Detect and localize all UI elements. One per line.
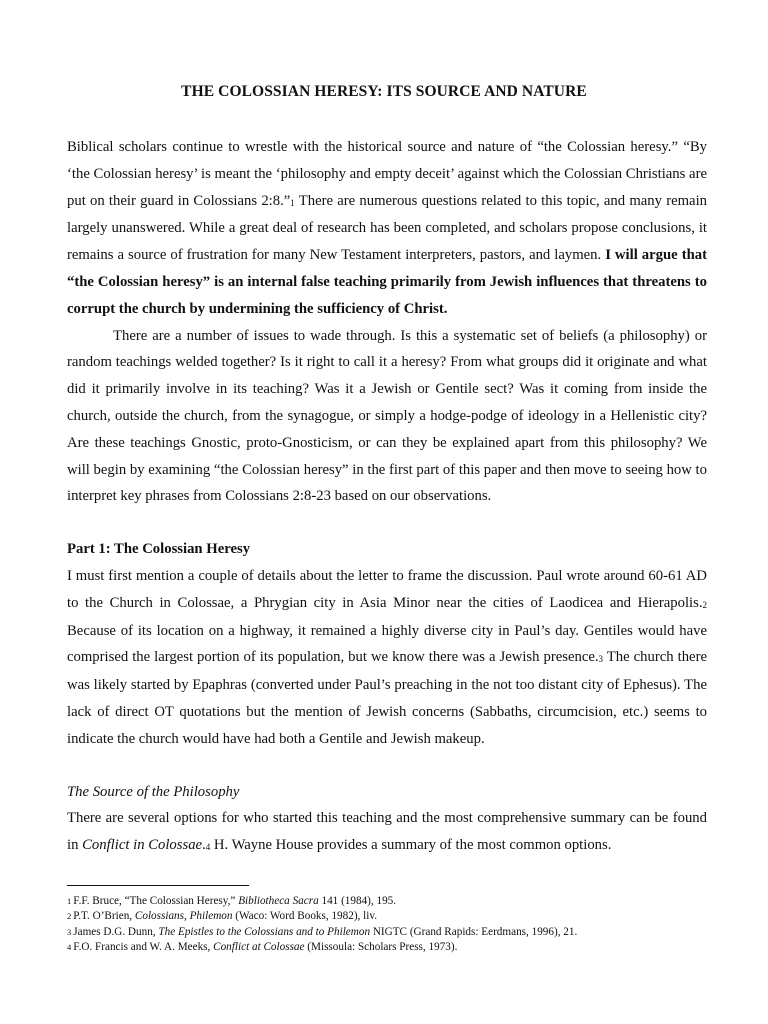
footnote-text: (Waco: Word Books, 1982), liv. — [232, 910, 378, 923]
footnote-text: F.F. Bruce, “The Colossian Heresy,” — [73, 895, 239, 907]
part1-paragraph — [67, 563, 707, 753]
footnote-text: P.T. O’Brien, — [73, 910, 135, 923]
footnote-4 — [67, 940, 707, 955]
footnote-text: NIGTC (Grand Rapids: Eerdmans, 1996), 21. — [370, 925, 578, 938]
footnote-ref-3[interactable]: 3 — [598, 654, 604, 665]
page-title: THE COLOSSIAN HERESY: ITS SOURCE AND NATURE — [181, 83, 587, 100]
footnote-title: Colossians, Philemon — [134, 910, 233, 923]
footnote-title: Conflict at Colossae — [213, 940, 305, 953]
thesis-statement: I will argue that “the Colossian heresy” is an internal false teaching primarily from Jewish influences that threatens to corrupt the church by undermining the sufficiency of Christ. — [67, 247, 707, 317]
source-heading: The Source of the Philosophy — [67, 783, 240, 800]
footnotes — [67, 894, 707, 955]
part1-heading: Part 1: The Colossian Heresy — [67, 541, 251, 558]
footnote-1 — [67, 894, 707, 909]
intro-text-a: Biblical scholars continue to wrestle with the historical source and nature of “the Colossian heresy.” “By ‘the Colossian heresy’ is meant the ‘philosophy and empty deceit’ against which the Colossian Christians are put on their guard in Colossians 2:8.” — [67, 139, 707, 209]
footnote-text: (Missoula: Scholars Press, 1973). — [304, 940, 458, 953]
footnote-text: 141 (1984), 195. — [318, 895, 397, 907]
source-text-c: H. Wayne House provides a summary of the most common options. — [210, 837, 612, 854]
footnote-title: Bibliotheca Sacra — [238, 895, 319, 907]
source-paragraph — [67, 805, 707, 860]
intro-text-b: There are numerous questions related to this topic, and many remain largely unanswered. While a great deal of research has been completed, and scholars propose conclusions, it remains a source of frustration for many New Testament interpreters, pastors, and laymen. — [67, 192, 707, 264]
footnote-text: James D.G. Dunn, — [73, 925, 159, 938]
part1-text-b: Because of its location on a highway, it remained a highly diverse city in Paul’s day. Gentiles would have comprised the largest portion of its population, but we know there was a Jewish presence. — [67, 622, 707, 666]
source-text-a: There are several options for who started this teaching and the most comprehensive summary can be found in — [67, 810, 707, 854]
footnote-3 — [67, 925, 707, 940]
book-title: Conflict in Colossae — [82, 837, 203, 854]
footnote-number: 1 — [67, 896, 72, 906]
footnote-number: 3 — [67, 926, 72, 937]
body-text — [67, 134, 707, 860]
footnote-ref-1[interactable]: 1 — [290, 197, 295, 208]
footnote-2 — [67, 909, 707, 924]
source-text-b: . — [202, 837, 206, 854]
part1-text-a: I must first mention a couple of details about the letter to frame the discussion. Paul wrote around 60-61 AD to the Church in Colossae, a Phrygian city in Asia Minor near the cities of Laodicea and Hierapolis. — [67, 567, 707, 611]
intro-paragraph — [67, 134, 707, 323]
footnote-number: 4 — [67, 941, 72, 952]
footnote-number: 2 — [67, 911, 72, 922]
footnote-ref-4[interactable]: 4 — [205, 842, 211, 853]
footnote-title: The Epistles to the Colossians and to Philemon — [158, 925, 371, 938]
part1-text-c: The church there was likely started by Epaphras (converted under Paul’s preaching in the not too distant city of Ephesus). The lack of direct OT quotations but the mention of Jewish concerns (Sabbaths, circumcision, etc.) seems to indicate the church would have had both a Gentile and Jewish makeup. — [67, 649, 707, 747]
footnote-divider — [67, 885, 249, 886]
footnote-text: F.O. Francis and W. A. Meeks, — [73, 940, 214, 953]
issues-paragraph: There are a number of issues to wade through. Is this a systematic set of beliefs (a philosophy) or random teachings welded together? Is it right to call it a heresy? From what groups did it originate and what did it primarily involve in its teaching? Was it a Jewish or Gentile sect? Was it coming from inside the church, outside the church, from the synagogue, or simply a hodge-podge of ideology in a Hellenistic city? Are these teachings Gnostic, proto-Gnosticism, or can they be explained apart from this philosophy? We will begin by examining “the Colossian heresy” in the first part of this paper and then move to seeing how to interpret key phrases from Colossians 2:8-23 based on our observations. — [67, 327, 707, 505]
footnote-ref-2[interactable]: 2 — [702, 599, 707, 610]
